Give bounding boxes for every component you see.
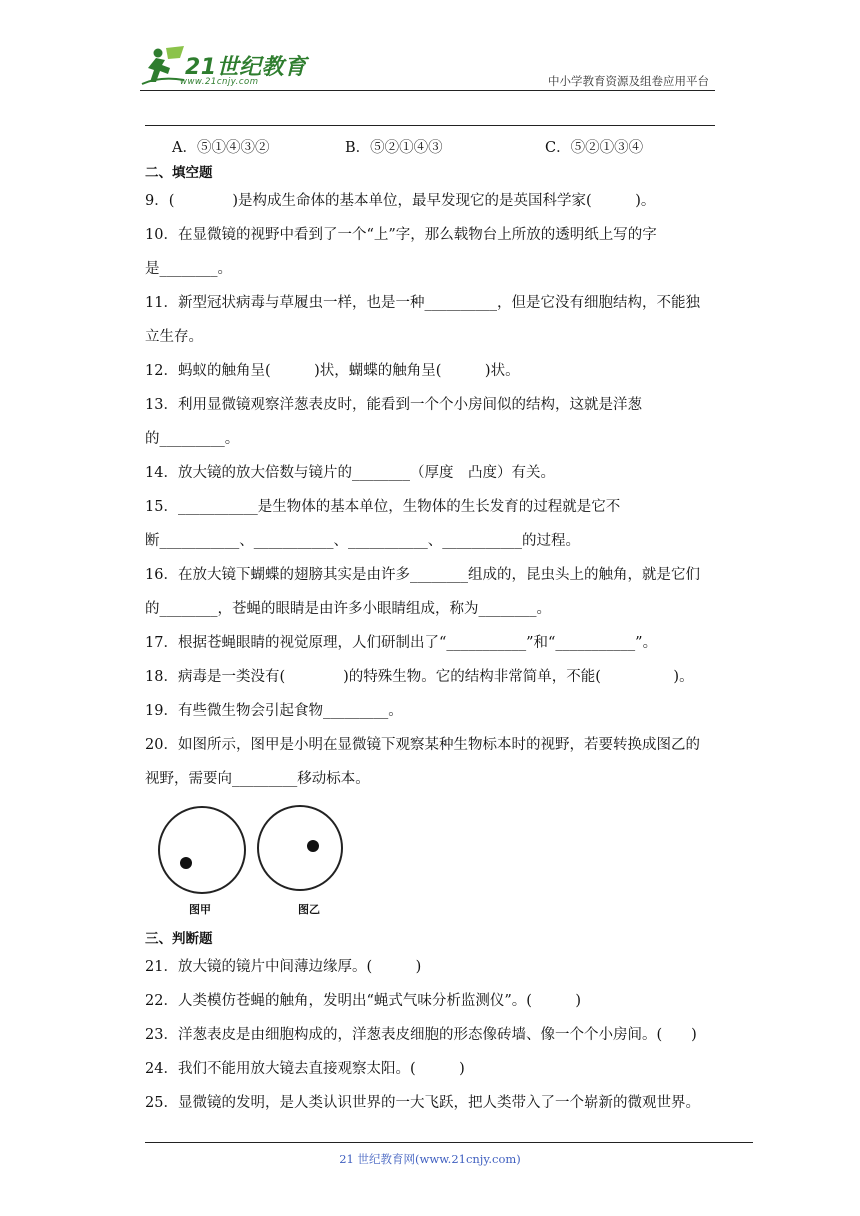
microscope-view-figure — [150, 800, 350, 925]
figure-label-a: 图甲 — [189, 903, 211, 916]
figure-label-b: 图乙 — [298, 903, 320, 916]
site-logo — [140, 40, 315, 92]
question-23: 23．洋葱表皮是由细胞构成的，洋葱表皮细胞的形态像砖墙、像一个个小房间。( ) — [145, 1027, 697, 1043]
logo-text: 21世纪教育 — [185, 55, 307, 80]
question-16: 16．在放大镜下蝴蝶的翅膀其实是由许多________组成的，昆虫头上的触角，就是它们 — [145, 567, 700, 583]
question-11: 11．新型冠状病毒与草履虫一样，也是一种__________，但是它没有细胞结构，不能独 — [145, 295, 700, 311]
microscope-views — [150, 800, 350, 900]
question-9: 9．( )是构成生命体的基本单位，最早发现它的是英国科学家( )。 — [145, 193, 656, 209]
question-13-cont: 的_________。 — [145, 431, 240, 447]
question-18: 18．病毒是一类没有( )的特殊生物。它的结构非常简单，不能( )。 — [145, 669, 694, 685]
page-footer: 21 世纪教育网(www.21cnjy.com) — [339, 1152, 521, 1166]
question-17: 17．根据苍蝇眼睛的视觉原理，人们研制出了“___________”和“___________”。 — [145, 635, 658, 651]
view-a-circle — [159, 807, 245, 893]
question-20-cont: 视野，需要向_________移动标本。 — [145, 771, 370, 787]
question-14: 14．放大镜的放大倍数与镜片的________（厚度 凸度）有关。 — [145, 465, 555, 481]
view-b-circle — [258, 806, 342, 890]
footer-rule — [145, 1142, 753, 1143]
view-a-dot — [180, 857, 192, 869]
option-c: C．⑤②①③④ — [545, 140, 644, 156]
question-10: 10．在显微镜的视野中看到了一个“上”字，那么载物台上所放的透明纸上写的字 — [145, 227, 657, 243]
question-15: 15．___________是生物体的基本单位，生物体的生长发育的过程就是它不 — [145, 499, 621, 515]
section-fill-heading: 二、填空题 — [145, 165, 213, 181]
option-b: B．⑤②①④③ — [345, 140, 443, 156]
question-22: 22．人类模仿苍蝇的触角，发明出“蝇式气味分析监测仪”。( ) — [145, 993, 582, 1009]
question-19: 19．有些微生物会引起食物_________。 — [145, 703, 403, 719]
header-rule — [140, 90, 715, 91]
question-10-cont: 是________。 — [145, 261, 232, 277]
question-25: 25．显微镜的发明，是人类认识世界的一大飞跃，把人类带入了一个崭新的微观世界。 — [145, 1095, 700, 1111]
platform-name: 中小学教育资源及组卷应用平台 — [548, 74, 709, 88]
view-b-dot — [307, 840, 319, 852]
question-15-cont: 断___________、___________、___________、___________的过程。 — [145, 533, 580, 549]
option-a: A．⑤①④③② — [172, 140, 270, 156]
question-12: 12．蚂蚁的触角呈( )状，蝴蝶的触角呈( )状。 — [145, 363, 520, 379]
question-20: 20．如图所示，图甲是小明在显微镜下观察某种生物标本时的视野，若要转换成图乙的 — [145, 737, 700, 753]
content-top-rule — [145, 125, 715, 126]
logo-url: www.21cnjy.com — [180, 77, 259, 87]
question-13: 13．利用显微镜观察洋葱表皮时，能看到一个个小房间似的结构，这就是洋葱 — [145, 397, 642, 413]
section-judge-heading: 三、判断题 — [145, 931, 213, 947]
question-16-cont: 的________，苍蝇的眼睛是由许多小眼睛组成，称为________。 — [145, 601, 551, 617]
question-11-cont: 立生存。 — [145, 329, 203, 345]
page-header — [140, 40, 715, 92]
question-24: 24．我们不能用放大镜去直接观察太阳。( ) — [145, 1061, 465, 1077]
question-21: 21．放大镜的镜片中间薄边缘厚。( ) — [145, 959, 422, 975]
